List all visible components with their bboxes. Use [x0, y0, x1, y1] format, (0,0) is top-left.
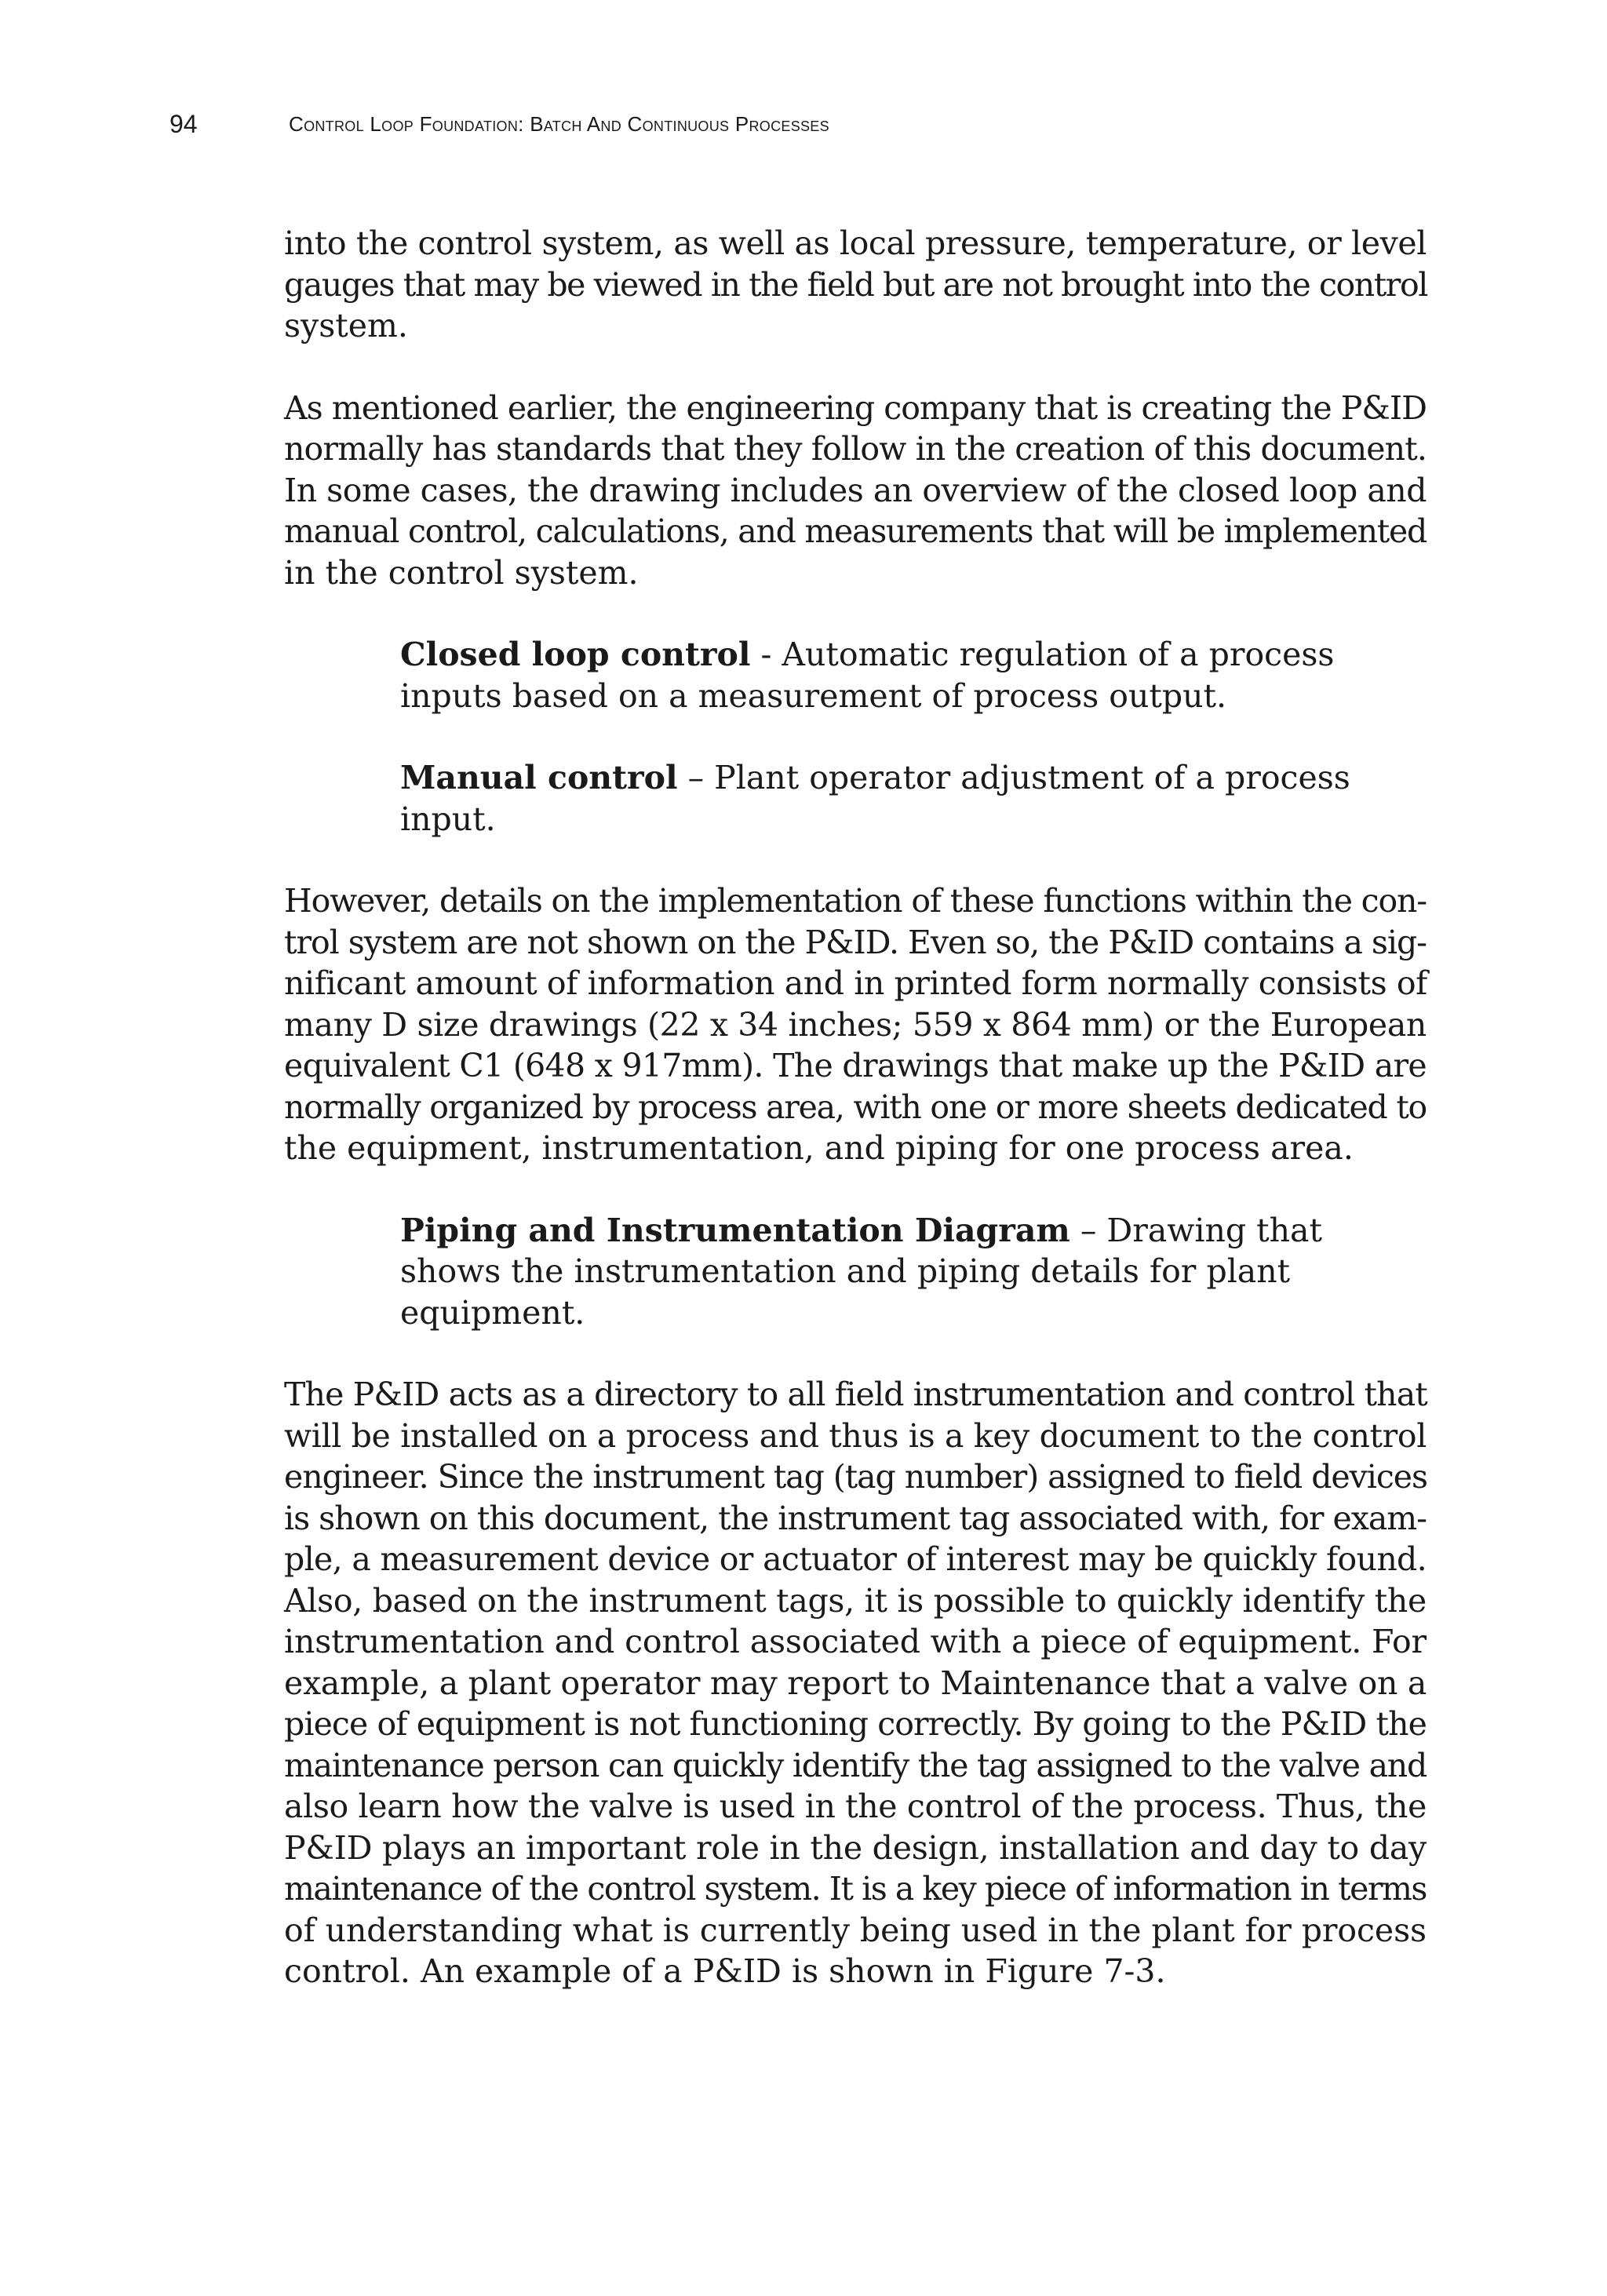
definition-closed-loop-control: [400, 634, 1427, 716]
text-line: piece of equipment is not functioning correctly. By going to the P&ID the: [284, 1705, 1427, 1743]
text-line: engineer. Since the instrument tag (tag number) assigned to field devices: [284, 1458, 1427, 1496]
paragraph-2: [284, 388, 1427, 594]
definition-line: inputs based on a measurement of process output.: [400, 676, 1227, 715]
definition-line: input.: [400, 800, 496, 838]
definition-term: Piping and Instrumentation Diagram: [400, 1211, 1070, 1249]
text-line: However, details on the implementation of these functions within the con-: [284, 882, 1427, 920]
definition-term: Manual control: [400, 759, 678, 796]
text-line: equivalent C1 (648 x 917mm). The drawings that make up the P&ID are: [284, 1047, 1427, 1084]
text-line: will be installed on a process and thus is a key document to the control: [284, 1416, 1427, 1455]
text-line: gauges that may be viewed in the field but are not brought into the control: [284, 265, 1427, 304]
text-line: nificant amount of information and in printed form normally consists of: [284, 964, 1427, 1002]
text-line: many D size drawings (22 x 34 inches; 559 x 864 mm) or the European: [284, 1005, 1427, 1044]
running-head-title: Control Loop Foundation: Batch And Continuous Processes: [289, 112, 829, 136]
text-line: control. An example of a P&ID is shown in Figure 7-3.: [284, 1952, 1166, 1990]
text-line: of understanding what is currently being used in the plant for process: [284, 1911, 1427, 1949]
text-line: The P&ID acts as a directory to all field instrumentation and control that: [284, 1376, 1427, 1413]
running-head: [0, 107, 1607, 141]
paragraph-1: [284, 223, 1427, 347]
page-number: 94: [169, 110, 198, 138]
text-line: maintenance of the control system. It is a key piece of information in terms: [284, 1870, 1427, 1908]
definition-line: shows the instrumentation and piping details for plant: [400, 1252, 1291, 1290]
text-line: In some cases, the drawing includes an overview of the closed loop and: [284, 471, 1427, 509]
paragraph-4: [284, 1374, 1427, 1992]
text-line: maintenance person can quickly identify the tag assigned to the valve and: [284, 1746, 1427, 1784]
definition-manual-control: [400, 757, 1427, 840]
definition-text: - Automatic regulation of a process: [750, 636, 1335, 673]
text-line: trol system are not shown on the P&ID. Even so, the P&ID contains a sig-: [284, 923, 1427, 961]
text-line: instrumentation and control associated with a piece of equipment. For: [284, 1623, 1427, 1660]
definition-line: [400, 634, 1427, 676]
text-line: As mentioned earlier, the engineering company that is creating the P&ID: [284, 388, 1427, 427]
text-line: ple, a measurement device or actuator of interest may be quickly found.: [284, 1540, 1427, 1578]
definition-pid: [400, 1210, 1427, 1334]
text-line: P&ID plays an important role in the design, installation and day to day: [284, 1828, 1427, 1867]
text-line: is shown on this document, the instrument tag associated with, for exam-: [284, 1499, 1427, 1537]
definition-term: Closed loop control: [400, 636, 751, 673]
text-line: Also, based on the instrument tags, it is possible to quickly identify the: [284, 1581, 1427, 1620]
body-text: [284, 223, 1427, 2033]
text-line: system.: [284, 307, 408, 344]
definition-text: – Plant operator adjustment of a process: [677, 759, 1350, 796]
text-line: normally organized by process area, with one or more sheets dedicated to: [284, 1088, 1427, 1126]
text-line: also learn how the valve is used in the control of the process. Thus, the: [284, 1788, 1427, 1825]
definition-line: [400, 757, 1427, 799]
paragraph-3: [284, 880, 1427, 1169]
text-line: into the control system, as well as local pressure, temperature, or level: [284, 224, 1427, 262]
text-line: example, a plant operator may report to Maintenance that a valve on a: [284, 1664, 1427, 1702]
text-line: the equipment, instrumentation, and piping for one process area.: [284, 1129, 1354, 1167]
definition-text: – Drawing that: [1070, 1211, 1322, 1249]
text-line: normally has standards that they follow in the creation of this document.: [284, 430, 1427, 468]
text-line: manual control, calculations, and measurements that will be implemented: [284, 512, 1427, 550]
definition-line: [400, 1210, 1427, 1252]
definition-line: equipment.: [400, 1293, 585, 1332]
text-line: in the control system.: [284, 553, 639, 592]
